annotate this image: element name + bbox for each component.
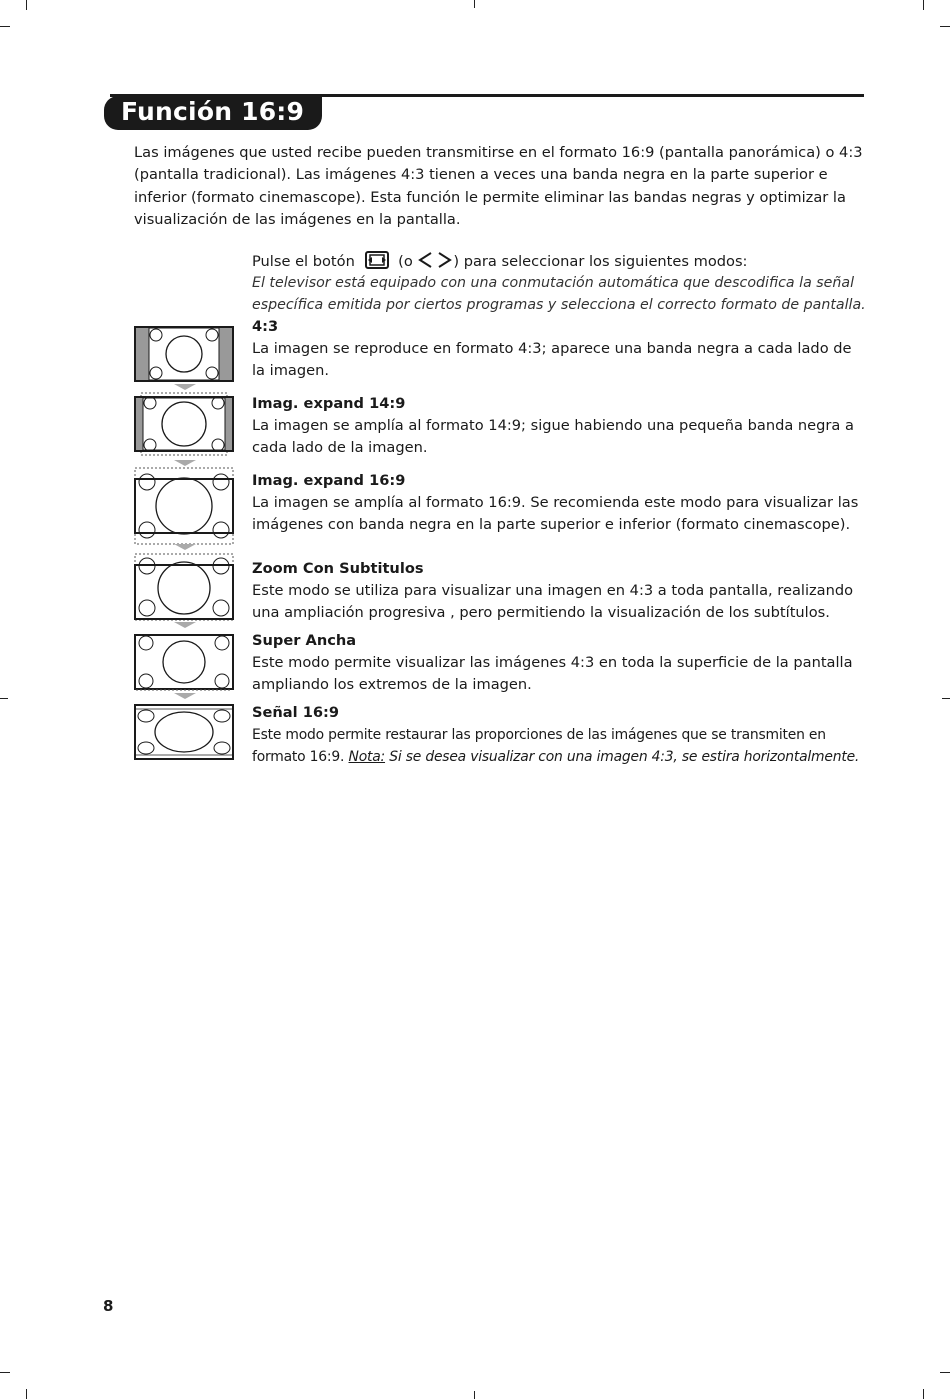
down-arrow-icon	[174, 693, 196, 699]
mode-expand-14-9	[252, 393, 864, 459]
screen-super-wide-icon	[135, 635, 233, 690]
screen-14-9-icon	[135, 393, 233, 455]
down-arrow-icon	[174, 384, 196, 390]
mode-description	[252, 724, 864, 768]
screen-16-9-icon	[135, 468, 233, 544]
instruction-after: ) para seleccionar los siguientes modos:	[453, 253, 748, 270]
mode-4-3	[252, 316, 864, 382]
mode-description: La imagen se amplía al formato 16:9. Se recomienda este modo para visualizar las imágenes con banda negra en la parte superior e inferior (formato cinemascope).	[252, 494, 859, 533]
mode-zoom-subtitles	[252, 558, 864, 624]
instruction-middle: (o	[398, 253, 413, 270]
mode-description: Este modo se utiliza para visualizar una imagen en 4:3 a toda pantalla, realizando una ampliación progresiva , pero permitiendo la visualización de los subtítulos.	[252, 582, 854, 621]
mode-title: Imag. expand 14:9	[252, 395, 406, 412]
crop-mark	[923, 0, 924, 10]
mode-16-9-signal	[252, 702, 864, 768]
crop-mark	[26, 0, 27, 10]
mode-description: La imagen se amplía al formato 14:9; sigue habiendo una pequeña banda negra a cada lado de la imagen.	[252, 417, 854, 456]
intro-paragraph: Las imágenes que usted recibe pueden transmitirse en el formato 16:9 (pantalla panorámica) o 4:3 (pantalla tradicional). Las imágenes 4:3 tienen a veces una banda negra en la parte superior e inferior (formato cinemascope). Esta función le permite eliminar las bandas negras y optimizar la visualización de las imágenes en la pantalla.	[134, 144, 863, 229]
mode-title: Señal 16:9	[252, 704, 340, 721]
mode-title: Zoom Con Subtitulos	[252, 560, 424, 577]
page-title: Función 16:9	[121, 97, 305, 126]
down-arrow-icon	[174, 622, 196, 628]
crop-mark	[923, 1389, 924, 1399]
crop-mark	[0, 698, 8, 699]
auto-switch-note: El televisor está equipado con una conmutación automática que descodifica la señal específica emitida por ciertos programas y selecciona el correcto formato de pantalla.	[252, 275, 866, 313]
nota-text: Si se desea visualizar con una imagen 4:3, se estira horizontalmente.	[385, 749, 860, 765]
mode-title: Super Ancha	[252, 632, 357, 649]
mode-description: La imagen se reproduce en formato 4:3; aparece una banda negra a cada lado de la imagen.	[252, 340, 852, 379]
mode-title: Imag. expand 16:9	[252, 472, 406, 489]
crop-mark	[26, 1389, 27, 1399]
screen-4-3-icon	[135, 327, 233, 381]
format-button-icon	[365, 251, 389, 269]
mode-expand-16-9	[252, 470, 864, 536]
crop-mark	[940, 26, 950, 27]
instruction-before: Pulse el botón	[252, 253, 355, 270]
mode-description: Este modo permite visualizar las imágenes 4:3 en toda la superficie de la pantalla ampliando los extremos de la imagen.	[252, 654, 853, 693]
crop-mark	[942, 698, 950, 699]
mode-super-wide	[252, 630, 864, 696]
mode-description-text: Este modo permite restaurar las proporciones de las imágenes que se transmiten en formato 16:9.	[252, 727, 826, 765]
screen-16-9-signal-icon	[135, 705, 233, 759]
crop-mark	[0, 26, 10, 27]
screen-zoom-subtitles-icon	[135, 554, 233, 620]
crop-mark	[0, 1372, 10, 1373]
mode-title: 4:3	[252, 318, 279, 335]
page-number: 8	[103, 1297, 114, 1315]
down-arrow-icon	[174, 460, 196, 466]
crop-mark	[474, 0, 475, 8]
down-arrow-icon	[174, 544, 196, 550]
nota-label: Nota:	[348, 749, 386, 765]
crop-mark	[940, 1372, 950, 1373]
screen-format-icons	[134, 326, 236, 766]
crop-mark	[474, 1391, 475, 1399]
